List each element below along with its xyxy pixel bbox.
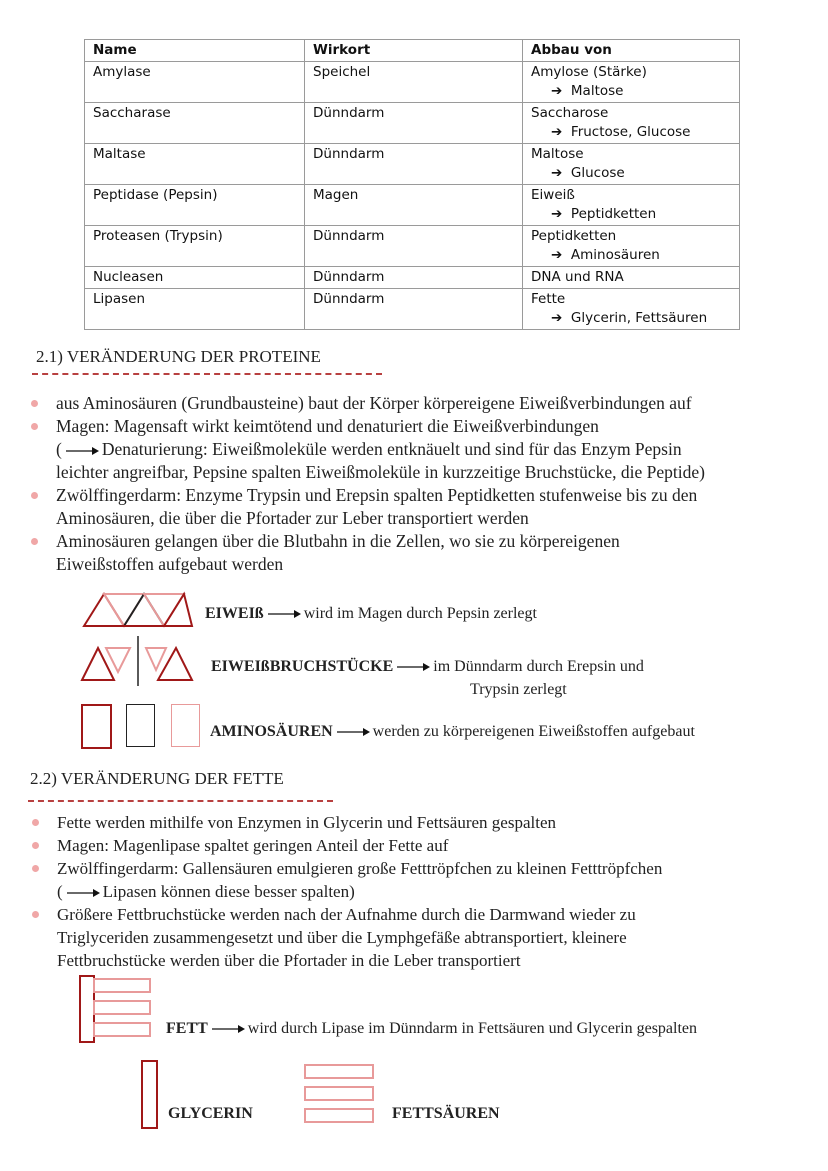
table-row [85, 289, 740, 330]
abbau-substrat: Peptidketten [531, 228, 617, 244]
cell-name: Saccharase [85, 103, 305, 144]
abbau-produkt [531, 205, 731, 224]
list-item: Magen: Magensaft wirkt keimtötend und denaturiert die Eiweißverbindungen ( Denaturierung: Eiweißmoleküle werden entknäuelt und sind für das Enzym Pepsin leichter angreifbar, Pepsine spalten Eiweißmoleküle in kurzzeitige Bruchstücke, die Peptide) [29, 415, 819, 484]
cell-abbau [523, 103, 740, 144]
eiweiss-triangles-icon [80, 590, 200, 630]
cell-abbau [523, 144, 740, 185]
heading-underline [32, 373, 382, 375]
glycerin-label: GLYCERIN [168, 1105, 253, 1122]
cell-name: Peptidase (Pepsin) [85, 185, 305, 226]
fettsaeuren-icon [302, 1062, 378, 1128]
fett-molecule-icon [78, 974, 154, 1044]
cell-name: Proteasen (Trypsin) [85, 226, 305, 267]
table-row [85, 62, 740, 103]
abbau-produkt [531, 82, 731, 101]
cell-abbau [523, 226, 740, 267]
bruchstuecke-text-2: Trypsin zerlegt [470, 681, 567, 698]
aminosaeure-block-icon [81, 704, 112, 749]
arrow-icon: ➔ [551, 124, 563, 140]
abbau-produkt [531, 246, 731, 265]
cell-wirkort: Dünndarm [305, 103, 523, 144]
section-heading-fette: 2.2) VERÄNDERUNG DER FETTE [30, 769, 284, 788]
section-heading-proteine: 2.1) VERÄNDERUNG DER PROTEINE [36, 347, 321, 366]
abbau-substrat: Maltose [531, 146, 584, 162]
fettsaeuren-label: FETTSÄUREN [392, 1105, 500, 1122]
table-header-row [85, 40, 740, 62]
cell-wirkort: Magen [305, 185, 523, 226]
cell-name: Lipasen [85, 289, 305, 330]
fett-row [166, 1020, 697, 1038]
fett-text: wird durch Lipase im Dünndarm in Fettsäuren und Glycerin gespalten [247, 1020, 698, 1037]
table-row [85, 267, 740, 289]
cell-wirkort: Dünndarm [305, 289, 523, 330]
bullet-dot [31, 492, 38, 499]
bruchstuecke-label: EIWEIßBRUCHSTÜCKE [211, 658, 394, 675]
heading-underline [28, 800, 333, 802]
abbau-substrat: Amylose (Stärke) [531, 64, 647, 80]
arrow-icon [211, 1024, 245, 1034]
table-row [85, 185, 740, 226]
bullet-dot [32, 819, 39, 826]
table-row [85, 144, 740, 185]
glycerin-block-icon [141, 1060, 158, 1129]
abbau-substrat: DNA und RNA [531, 269, 624, 285]
cell-wirkort: Dünndarm [305, 267, 523, 289]
header-abbau: Abbau von [523, 40, 740, 62]
enzyme-table [84, 39, 740, 330]
list-item: Größere Fettbruchstücke werden nach der Aufnahme durch die Darmwand wieder zu Triglyceriden zusammengesetzt und über die Lymphgefäße abtransportiert, kleinere Fettbruchstücke werden über die Pfortader in die Leber transportiert [30, 903, 820, 972]
bruchstuecke-text: im Dünndarm durch Erepsin und [433, 658, 644, 675]
list-item: Fette werden mithilfe von Enzymen in Glycerin und Fettsäuren gespalten [30, 811, 820, 834]
arrow-icon [66, 888, 100, 898]
cell-name: Nucleasen [85, 267, 305, 289]
aminosaeuren-row [210, 723, 695, 741]
produkt-text: Peptidketten [570, 206, 657, 222]
bullet-dot [31, 538, 38, 545]
list-item: Aminosäuren gelangen über die Blutbahn in die Zellen, wo sie zu körpereigenen Eiweißstoffen aufgebaut werden [29, 530, 819, 576]
arrow-icon [396, 662, 430, 672]
eiweiss-text: wird im Magen durch Pepsin zerlegt [303, 605, 537, 622]
cell-abbau [523, 267, 740, 289]
produkt-text: Fructose, Glucose [570, 124, 691, 140]
cell-name: Maltase [85, 144, 305, 185]
cell-abbau [523, 185, 740, 226]
cell-wirkort: Dünndarm [305, 226, 523, 267]
cell-abbau [523, 289, 740, 330]
produkt-text: Glucose [570, 165, 625, 181]
bullet-dot [32, 865, 39, 872]
table-row [85, 226, 740, 267]
bruchstuecke-row [211, 658, 644, 676]
arrow-icon: ➔ [551, 310, 563, 326]
produkt-text: Aminosäuren [570, 247, 660, 263]
cell-abbau [523, 62, 740, 103]
table-row [85, 103, 740, 144]
eiweissbruchstuecke-icon [78, 634, 198, 688]
abbau-substrat: Saccharose [531, 105, 609, 121]
aminosaeure-block-icon [126, 704, 155, 747]
arrow-icon: ➔ [551, 165, 563, 181]
arrow-icon [336, 727, 370, 737]
cell-wirkort: Speichel [305, 62, 523, 103]
abbau-produkt [531, 309, 731, 328]
arrow-icon: ➔ [551, 83, 563, 99]
abbau-produkt [531, 164, 731, 183]
abbau-produkt [531, 123, 731, 142]
arrow-icon: ➔ [551, 206, 563, 222]
list-item: Zwölffingerdarm: Enzyme Trypsin und Erepsin spalten Peptidketten stufenweise bis zu den Aminosäuren, die über die Pfortader zur Leber transportiert werden [29, 484, 819, 530]
bullet-dot [31, 423, 38, 430]
abbau-substrat: Eiweiß [531, 187, 575, 203]
arrow-icon: ➔ [551, 247, 563, 263]
bullet-dot [31, 400, 38, 407]
fett-label: FETT [166, 1020, 208, 1037]
header-wirkort: Wirkort [305, 40, 523, 62]
abbau-substrat: Fette [531, 291, 566, 307]
cell-wirkort: Dünndarm [305, 144, 523, 185]
fett-bullet-list [30, 811, 820, 972]
list-item: Zwölffingerdarm: Gallensäuren emulgieren große Fetttröpfchen zu kleinen Fetttröpfchen ( Lipasen können diese besser spalten) [30, 857, 820, 903]
list-item: aus Aminosäuren (Grundbausteine) baut der Körper körpereigene Eiweißverbindungen auf [29, 392, 819, 415]
aminosaeure-block-icon [171, 704, 200, 747]
produkt-text: Glycerin, Fettsäuren [570, 310, 708, 326]
protein-bullet-list [29, 392, 819, 576]
list-item: Magen: Magenlipase spaltet geringen Anteil der Fette auf [30, 834, 820, 857]
eiweiss-label: EIWEIß [205, 605, 264, 622]
arrow-icon [267, 609, 301, 619]
aminosaeuren-label: AMINOSÄUREN [210, 723, 333, 740]
arrow-icon [65, 446, 99, 456]
aminosaeuren-text: werden zu körpereigenen Eiweißstoffen aufgebaut [372, 723, 695, 740]
bullet-dot [32, 911, 39, 918]
produkt-text: Maltose [570, 83, 624, 99]
bullet-dot [32, 842, 39, 849]
eiweiss-row [205, 605, 537, 623]
header-name: Name [85, 40, 305, 62]
cell-name: Amylase [85, 62, 305, 103]
